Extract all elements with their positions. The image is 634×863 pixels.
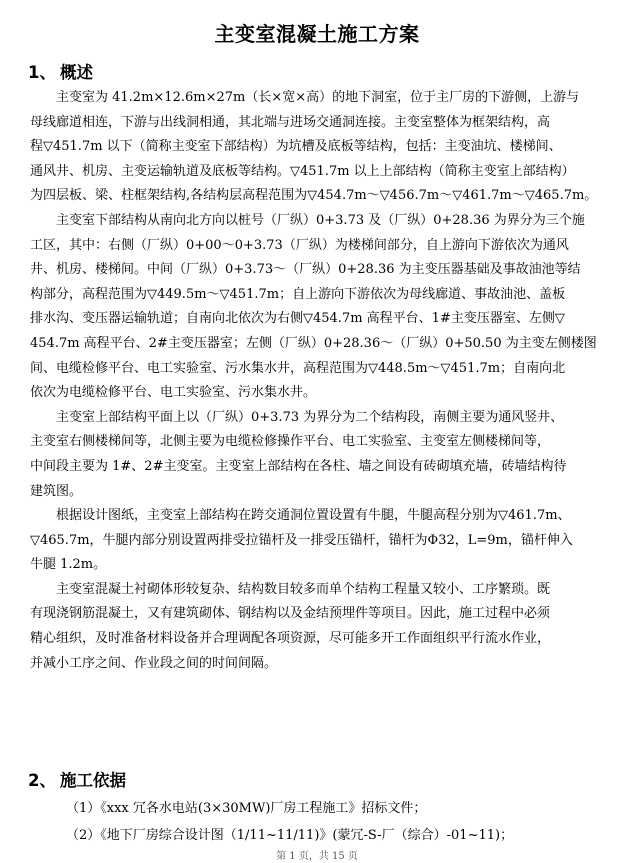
paragraph-line: 主变室混凝土衬砌体形较复杂、结构数目较多而单个结构工程量又较小、工序繁琐。既 [56, 581, 551, 597]
paragraph-line: 有现浇钢筋混凝土，又有建筑砌体、钢结构以及金结预埋件等项目。因此，施工过程中必须 [30, 606, 551, 622]
paragraph-3 [30, 406, 612, 504]
paragraph-line: 通风井、机房、主变运输轨道及底板等结构。▽451.7m 以上上部结构（简称主变室上部结构） [30, 163, 575, 179]
paragraph-line: 主变室上部结构平面上以（厂纵）0+3.73 为界分为二个结构段，南侧主要为通风竖井、 [56, 409, 564, 425]
paragraph-line: 工区，其中：右侧（厂纵）0+00～0+3.73（厂纵）为楼梯间部分，自上游向下游依次为通风 [30, 237, 569, 253]
paragraph-line: 牛腿 1.2m。 [30, 557, 107, 573]
reference-item-2: （2）《地下厂房综合设计图（1/11~11/11)》(蒙冗-S-厂（综合）-01~11)； [66, 828, 514, 843]
paragraph-line: 排水沟、变压器运输轨道；自南向北依次为右侧▽454.7m 高程平台、1#主变压器室、左侧▽ [30, 311, 565, 327]
section-1-body [30, 86, 612, 676]
paragraph-1 [30, 86, 612, 209]
paragraph-2 [30, 209, 612, 406]
paragraph-line: 建筑图。 [30, 483, 83, 499]
section-1-heading [28, 62, 93, 84]
paragraph-line: 井、机房、楼梯间。中间（厂纵）0+3.73～（厂纵）0+28.36 为主变压器基础及事故油池等结 [30, 262, 581, 278]
page-footer: 第 1 页，共 15 页 [276, 851, 358, 862]
paragraph-line: 构部分，高程范围为▽449.5m～▽451.7m；自上游向下游依次为母线廊道、事故油池、盖板 [30, 286, 566, 302]
paragraph-line: 间、电缆检修平台、电工实验室、污水集水井，高程范围为▽448.5m～▽451.7m；自南向北 [30, 360, 566, 376]
paragraph-line: 主变室下部结构从南向北方向以桩号（厂纵）0+3.73 及（厂纵）0+28.36 为界分为三个施 [56, 212, 585, 228]
section-2-heading [28, 770, 126, 792]
section-1-title: 概述 [60, 63, 93, 82]
paragraph-line: 依次为电缆检修平台、电工实验室、污水集水井。 [30, 385, 317, 401]
section-2-number: 2、 [28, 771, 56, 790]
document-title: 主变室混凝土施工方案 [214, 22, 420, 46]
section-1-number: 1、 [28, 63, 56, 82]
paragraph-line: 中间段主要为 1#、2#主变室。主变室上部结构在各柱、墙之间设有砖砌填充墙，砖墙结构待 [30, 458, 567, 474]
paragraph-line: 母线廊道相连，下游与出线洞相通，其北端与进场交通洞连接。主变室整体为框架结构，高 [30, 114, 551, 130]
section-2-title: 施工依据 [60, 771, 126, 790]
paragraph-4 [30, 504, 612, 578]
paragraph-line: 为四层板、梁、柱框架结构,各结构层高程范围为▽454.7m～▽456.7m～▽461.7m～▽465.7m。 [30, 188, 598, 204]
paragraph-line: 并减小工序之间、作业段之间的时间间隔。 [30, 655, 278, 671]
paragraph-line: ▽465.7m，牛腿内部分别设置两排受拉锚杆及一排受压锚杆，锚杆为Φ32，L=9m，锚杆伸入 [30, 532, 573, 548]
reference-item-1: （1）《xxx 冗各水电站(3×30MW)厂房工程施工》招标文件； [66, 801, 427, 816]
paragraph-line: 精心组织，及时准备材料设备并合理调配各项资源，尽可能多开工作面组织平行流水作业， [30, 631, 551, 647]
paragraph-line: 454.7m 高程平台、2#主变压器室；左侧（厂纵）0+28.36～（厂纵）0+50.50 为主变左侧楼图 [30, 335, 597, 351]
paragraph-5 [30, 578, 612, 676]
paragraph-line: 主变室右侧楼梯间等，北侧主要为电缆检修操作平台、电工实验室、主变室左侧楼梯间等， [30, 434, 551, 450]
paragraph-line: 程▽451.7m 以下（简称主变室下部结构）为坑槽及底板等结构，包括：主变油坑、楼梯间、 [30, 139, 562, 155]
paragraph-line: 主变室为 41.2m×12.6m×27m（长×宽×高）的地下洞室，位于主厂房的下游侧，上游与 [56, 90, 580, 105]
paragraph-line: 根据设计图纸，主变室上部结构在跨交通洞位置设置有牛腿，牛腿高程分别为▽461.7m、 [56, 508, 571, 524]
